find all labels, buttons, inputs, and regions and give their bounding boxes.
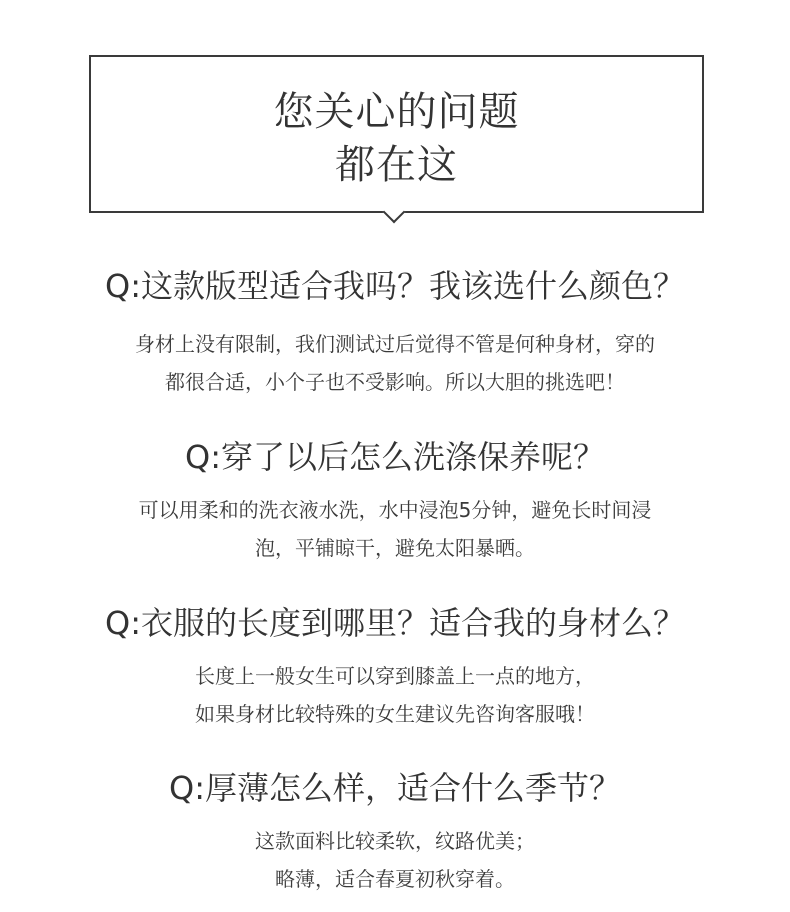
header-title-line2: 都在这 (335, 142, 458, 188)
faq-question-1: Q:这款版型适合我吗？我该选什么颜色？ (105, 267, 685, 305)
faq-answer-3-line1: 长度上一般女生可以穿到膝盖上一点的地方， (195, 664, 595, 688)
faq-answer-1-line1: 身材上没有限制，我们测试过后觉得不管是何种身材，穿的 (135, 332, 655, 356)
faq-answer-1-line2: 都很合适，小个子也不受影响。所以大胆的挑选吧！ (165, 370, 625, 394)
faq-question-4: Q:厚薄怎么样，适合什么季节？ (169, 769, 621, 807)
faq-question-3: Q:衣服的长度到哪里？适合我的身材么？ (105, 604, 685, 642)
header-title-line1: 您关心的问题 (273, 89, 520, 135)
faq-answer-2-line2: 泡，平铺晾干，避免太阳暴晒。 (255, 536, 535, 560)
faq-answer-4-line2: 略薄，适合春夏初秋穿着。 (275, 867, 515, 891)
faq-answer-3-line2: 如果身材比较特殊的女生建议先咨询客服哦！ (195, 702, 595, 726)
faq-answer-2-line1: 可以用柔和的洗衣液水洗，水中浸泡5分钟，避免长时间浸 (138, 498, 652, 522)
faq-answer-4-line1: 这款面料比较柔软，纹路优美； (255, 829, 535, 853)
faq-question-2: Q:穿了以后怎么洗涤保养呢？ (185, 438, 605, 476)
